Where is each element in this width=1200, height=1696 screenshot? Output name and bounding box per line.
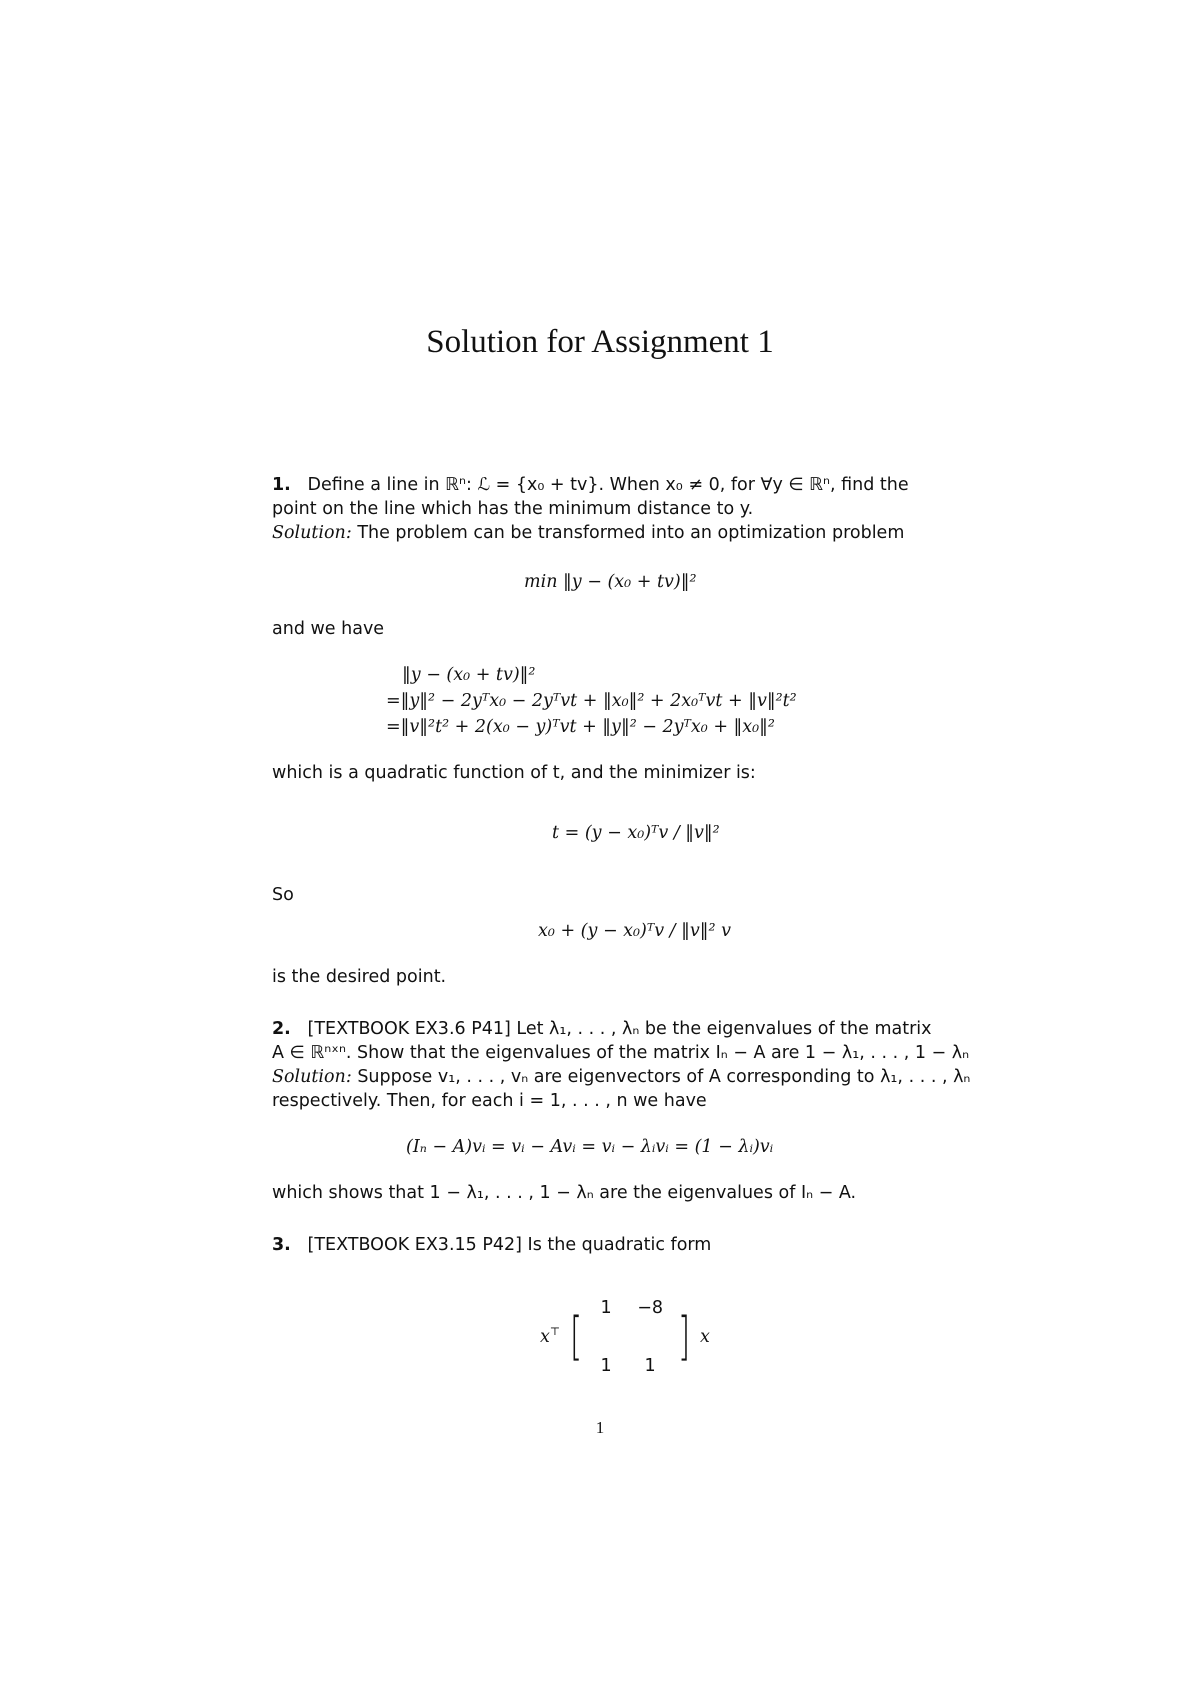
q2-solution-line (272, 1066, 970, 1088)
q3-x: x (699, 1327, 710, 1347)
q3-line-1 (272, 1234, 711, 1256)
q1-eq-point: x₀ + (y − x₀)ᵀv / ‖v‖² v (538, 921, 731, 941)
q2-conclusion: which shows that 1 − λ₁, . . . , 1 − λₙ are the eigenvalues of Iₙ − A. (272, 1183, 857, 1203)
q1-eq-expand-3: =‖v‖²t² + 2(x₀ − y)ᵀvt + ‖y‖² − 2yᵀx₀ + ‖x₀‖² (386, 717, 775, 737)
q2-solution-text: Suppose v₁, . . . , vₙ are eigenvectors of A corresponding to λ₁, . . . , λₙ (357, 1067, 971, 1087)
q1-eq-expand-2: =‖y‖² − 2yᵀx₀ − 2yᵀvt + ‖x₀‖² + 2x₀ᵀvt + ‖v‖²t² (386, 691, 797, 711)
q3-statement-line-1: [TEXTBOOK EX3.15 P42] Is the quadratic form (307, 1235, 712, 1255)
q3-left-bracket: [ (569, 1307, 583, 1367)
q3-matrix-grid (586, 1280, 674, 1394)
q2-line-1 (272, 1018, 932, 1040)
q2-eq: (Iₙ − A)vᵢ = vᵢ − Avᵢ = vᵢ − λᵢvᵢ = (1 − λᵢ)vᵢ (406, 1137, 774, 1157)
q2-statement-line-2: A ∈ ℝⁿˣⁿ. Show that the eigenvalues of the matrix Iₙ − A are 1 − λ₁, . . . , 1 − λₙ (272, 1043, 970, 1063)
q1-eq-t: t = (y − x₀)ᵀv / ‖v‖² (552, 823, 720, 843)
page-number: 1 (595, 1418, 605, 1437)
q3-matrix (566, 1280, 695, 1394)
q3-right-bracket: ] (678, 1307, 691, 1367)
q1-line-1 (272, 474, 909, 496)
q2-line-4: respectively. Then, for each i = 1, . . . , n we have (272, 1091, 707, 1111)
q3-matrix-cell: 1 (644, 1356, 656, 1376)
q1-and-we-have: and we have (272, 619, 385, 639)
q3-quadratic-form (540, 1280, 710, 1394)
q1-quadratic-text: which is a quadratic function of t, and the minimizer is: (272, 763, 756, 783)
q1-number: 1. (272, 475, 291, 495)
q2-solution-label: Solution: (272, 1067, 352, 1087)
q1-so: So (272, 885, 294, 905)
q1-statement-line-2: point on the line which has the minimum distance to y. (272, 499, 754, 519)
q1-desired-point: is the desired point. (272, 967, 447, 987)
document-title: Solution for Assignment 1 (426, 324, 774, 360)
q1-solution-label: Solution: (272, 523, 352, 543)
q1-solution-text: The problem can be transformed into an optimization problem (357, 523, 905, 543)
q1-eq-expand-1: ‖y − (x₀ + tv)‖² (402, 665, 536, 685)
q1-solution-line (272, 522, 904, 544)
q3-xT: x⊤ (540, 1325, 561, 1347)
q3-matrix-cell: 1 (600, 1356, 612, 1376)
q1-eq-min: min ‖y − (x₀ + tv)‖² (524, 572, 697, 592)
q1-statement-line-1: Define a line in ℝⁿ: ℒ = {x₀ + tv}. When x₀ ≠ 0, for ∀y ∈ ℝⁿ, find the (307, 475, 909, 495)
q2-statement-line-1: [TEXTBOOK EX3.6 P41] Let λ₁, . . . , λₙ be the eigenvalues of the matrix (307, 1019, 932, 1039)
q3-matrix-cell: −8 (637, 1298, 664, 1318)
q3-matrix-cell: 1 (600, 1298, 612, 1318)
q3-number: 3. (272, 1235, 291, 1255)
q2-number: 2. (272, 1019, 291, 1039)
